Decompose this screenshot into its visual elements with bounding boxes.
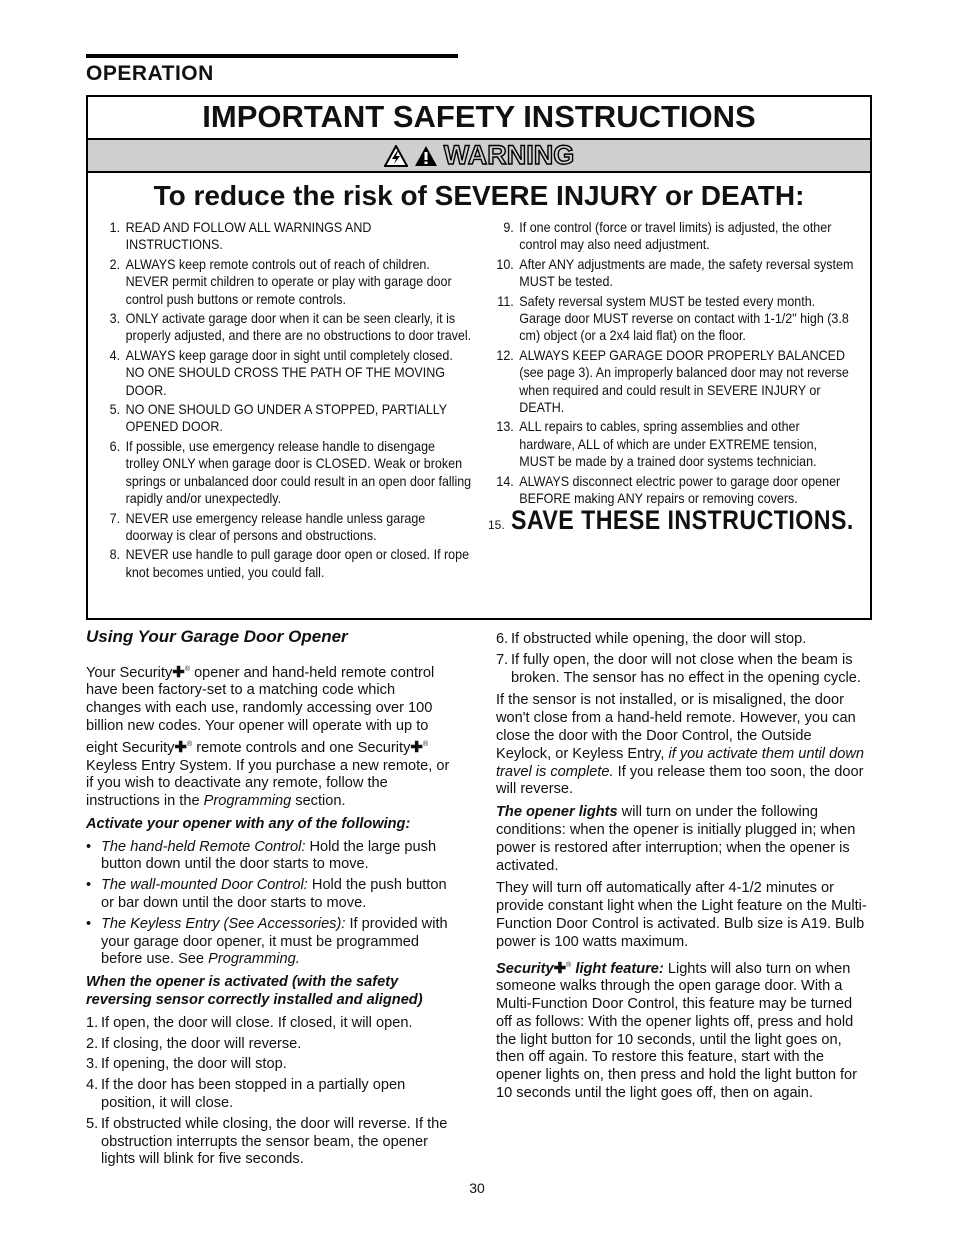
- list-item: 2. ALWAYS keep remote controls out of reach of children. NEVER permit children to operate or play with garage door control push buttons or remote controls.: [109, 256, 452, 307]
- list-item: 3. If opening, the door will stop.: [86, 1056, 287, 1073]
- list-item: • The wall-mounted Door Control: Hold the push button or bar down until the door starts to move.: [86, 877, 447, 912]
- intro-paragraph: Your Security✚® opener and hand-held remote control have been factory-set to a matching code which changes with each use, randomly accessing over 100 billion new codes. Your opener will operate with up to eight Security✚® remote controls and one Security✚® Keyless Entry System. If you purchase a new remote, or if you wish to deactivate any remote, follow the instructions in the Programming section.: [86, 663, 450, 810]
- list-item: 12. ALWAYS KEEP GARAGE DOOR PROPERLY BALANCED (see page 3). An improperly balanced door may not reverse when required and could result in SEVERE INJURY or DEATH.: [496, 347, 849, 416]
- security-plus-icon: ✚: [410, 738, 423, 756]
- list-item: 4. If the door has been stopped in a partially open position, it will close.: [86, 1077, 406, 1112]
- list-item: 1. READ AND FOLLOW ALL WARNINGS AND INSTRUCTIONS.: [109, 220, 372, 253]
- list-item: 14. ALWAYS disconnect electric power to garage door opener BEFORE making ANY repairs or removing covers.: [496, 473, 841, 507]
- using-column-left: [86, 628, 454, 1174]
- list-item: 1. If open, the door will close. If closed, it will open.: [86, 1014, 413, 1031]
- activated-heading: When the opener is activated (with the safety reversing sensor correctly installed and aligned): [86, 974, 423, 1009]
- list-item: 9. If one control (force or travel limits) is adjusted, the other control may also need adjustment.: [503, 220, 832, 253]
- header-rule: [86, 54, 458, 58]
- safety-list-left: [98, 219, 474, 583]
- using-heading: Using Your Garage Door Opener: [86, 627, 348, 646]
- electric-hazard-icon: [384, 145, 408, 167]
- list-item: 4. ALWAYS keep garage door in sight until completely closed. NO ONE SHOULD CROSS THE PATH OF THE MOVING DOOR.: [109, 347, 453, 398]
- list-item: 6. If obstructed while opening, the door will stop.: [496, 631, 807, 647]
- list-item: 5. If obstructed while closing, the door will reverse. If the obstruction interrupts the sensor beam, the opener lights will blink for five seconds.: [86, 1115, 448, 1168]
- list-item: 13. ALL repairs to cables, spring assemblies and other hardware, ALL of which are under EXTREME tension, MUST be made by a trained door systems technician.: [496, 419, 818, 470]
- light-feature-paragraph: Security✚® light feature: Lights will also turn on when someone walks through the open garage door. With a Multi-Function Door Control, this feature may be turned off as follows: With the opener lights off, press and hold the light button for 10 seconds, until the light goes on, then off again. To restore this feature, start with the opener lights on, then press and hold the light button for 10 seconds until the light goes off, then on again.: [496, 959, 858, 1101]
- lights-paragraph: The opener lights will turn on under the following conditions: when the opener is initially plugged in; when power is restored after interruption; when the opener is activated.: [496, 804, 856, 874]
- list-item: 8. NEVER use handle to pull garage door open or closed. If rope knot becomes untied, you could fall.: [109, 547, 470, 580]
- warning-band: [88, 140, 870, 173]
- list-item: 7. If fully open, the door will not close when the beam is broken. The sensor has no effect in the opening cycle.: [496, 651, 861, 686]
- list-item: 10. After ANY adjustments are made, the safety reversal system MUST be tested.: [496, 256, 854, 290]
- warning-label: WARNING: [443, 140, 575, 170]
- list-item: • The Keyless Entry (See Accessories): If provided with your garage door opener, it must be programmed before use. See Programming.: [86, 915, 448, 968]
- save-instructions: 15. SAVE THESE INSTRUCTIONS.: [488, 504, 854, 535]
- warning-triangle-icon: [414, 145, 438, 167]
- list-item: 11. Safety reversal system MUST be tested every month. Garage door MUST reverse on contact with 1-1/2" high (3.8 cm) object (or a 2x4 laid flat) on the floor.: [497, 293, 849, 344]
- list-item: • The hand-held Remote Control: Hold the large push button down until the door starts to move.: [86, 838, 437, 873]
- list-item: 6. If possible, use emergency release handle to disengage trolley ONLY when garage door is CLOSED. Weak or broken springs or unbalanced door could result in an open door falling rapidly and/or unexpectedly.: [109, 438, 472, 507]
- safety-list-right: [488, 219, 858, 534]
- activate-heading: Activate your opener with any of the following:: [86, 815, 411, 832]
- security-plus-icon: ✚: [174, 738, 187, 756]
- sensor-paragraph: If the sensor is not installed, or is misaligned, the door won't close from a hand-held remote. However, you can close the door with the Door Control, the Outside Keylock, or Keyless Entry, if you activate them until down travel is complete. If you release them too soon, the door will reverse.: [496, 692, 864, 798]
- risk-heading: To reduce the risk of SEVERE INJURY or DEATH:: [153, 180, 805, 211]
- using-column-right: [496, 631, 870, 1108]
- security-plus-icon: ✚: [172, 663, 185, 681]
- security-plus-icon: ✚: [553, 959, 567, 977]
- list-item: 2. If closing, the door will reverse.: [86, 1035, 302, 1052]
- safety-box: [86, 95, 872, 620]
- auto-off-paragraph: They will turn off automatically after 4-1/2 minutes or provide constant light when the Light feature on the Multi-Function Door Control is activated. Bulb size is A19. Bulb power is 100 watts maximum.: [496, 880, 867, 950]
- list-item: 3. ONLY activate garage door when it can be seen clearly, it is properly adjusted, and there are no obstructions to door travel.: [109, 311, 472, 344]
- list-item: 7. NEVER use emergency release handle unless garage doorway is clear of persons and obstructions.: [109, 510, 426, 543]
- safety-title: IMPORTANT SAFETY INSTRUCTIONS: [88, 97, 870, 140]
- page-number: 30: [469, 1180, 485, 1196]
- section-title: OPERATION: [86, 62, 214, 85]
- list-item: 5. NO ONE SHOULD GO UNDER A STOPPED, PARTIALLY OPENED DOOR.: [109, 402, 447, 435]
